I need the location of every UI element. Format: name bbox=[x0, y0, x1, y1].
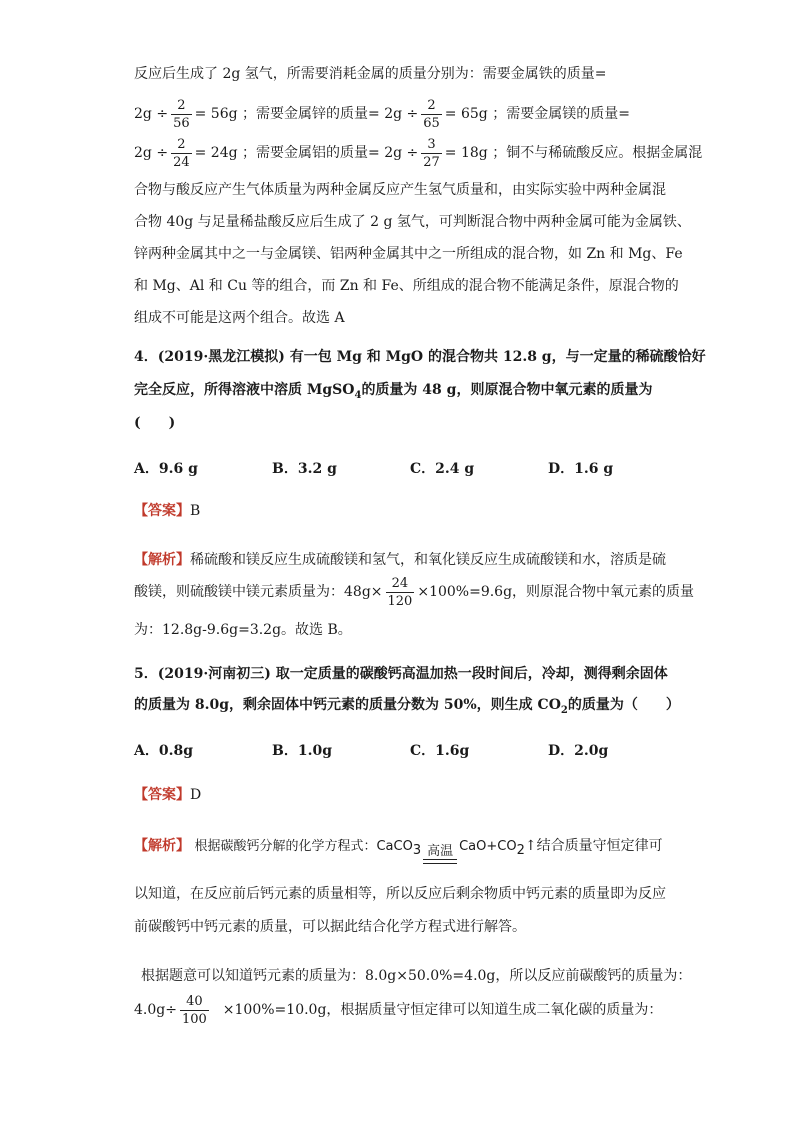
q4-option-d: D．1.6 g bbox=[548, 461, 614, 477]
fraction: $\frac{2}{65}$ bbox=[423, 97, 440, 131]
intro-line-2: 2g ÷ $\frac{2}{56}$ = 56g ；需要金属锌的质量= 2g ÷ $\frac{2}{65}$ = 65g ；需要金属镁的质量= bbox=[134, 97, 630, 131]
intro-line-1: 反应后生成了 2g 氢气，所需要消耗金属的质量分别为：需要金属铁的质量= bbox=[134, 66, 607, 82]
q4-option-a: A．9.6 g bbox=[134, 461, 198, 477]
q5-option-d: D．2.0g bbox=[548, 743, 609, 759]
answer-tag: 【答案】 bbox=[134, 503, 190, 519]
intro-line-6: 锌两种金属其中之一与金属镁、铝两种金属其中之一所组成的混合物，如 Zn 和 Mg、Fe bbox=[134, 246, 683, 262]
q5-analysis-line-5: 4.0g÷ $\frac{40}{100}$ ×100%=10.0g，根据质量守恒定律可以知道生成二氧化碳的质量为： bbox=[134, 993, 663, 1027]
q5-option-c: C．1.6g bbox=[410, 743, 470, 759]
q4-analysis-line-1: 【解析】稀硫酸和镁反应生成硫酸镁和氢气，和氧化镁反应生成硫酸镁和水，溶质是硫 bbox=[134, 552, 666, 568]
q5-analysis-line-2: 以知道，在反应前后钙元素的质量相等，所以反应后剩余物质中钙元素的质量即为反应 bbox=[134, 886, 666, 902]
q4-option-c: C．2.4 g bbox=[410, 461, 475, 477]
fraction: $\frac{24}{120}$ bbox=[387, 575, 413, 609]
q4-stem-line-1: 4．(2019·黑龙江模拟) 有一包 Mg 和 MgO 的混合物共 12.8 g，与一定量的稀硫酸恰好 bbox=[134, 349, 706, 365]
fraction: $\frac{40}{100}$ bbox=[181, 993, 207, 1027]
fraction: $\frac{2}{24}$ bbox=[173, 136, 190, 170]
intro-line-5: 合物 40g 与足量稀盐酸反应后生成了 2 g 氢气，可判断混合物中两种金属可能为金属铁、 bbox=[134, 214, 691, 230]
q5-option-a: A．0.8g bbox=[134, 743, 194, 759]
q5-answer: 【答案】D bbox=[134, 787, 202, 803]
q4-option-b: B．3.2 g bbox=[272, 461, 337, 477]
intro-line-4: 合物与酸反应产生气体质量为两种金属反应产生氢气质量和，由实际实验中两种金属混 bbox=[134, 182, 666, 198]
intro-line-3: 2g ÷ $\frac{2}{24}$ = 24g ；需要金属铝的质量= 2g ÷ $\frac{3}{27}$ = 18g ；铜不与稀硫酸反应。根据金属混 bbox=[134, 136, 703, 170]
q5-stem-line-2: 的质量为 8.0g，剩余固体中钙元素的质量分数为 50%，则生成 $CO_2$的质量为（ ） bbox=[134, 697, 680, 716]
q5-analysis-line-1: 【解析】 根据碳酸钙分解的化学方程式：CaCO$_3$ 高温 $CaO+CO_2↑$结合质量守恒定律可 bbox=[134, 828, 663, 864]
reaction-condition: 高温 bbox=[423, 844, 457, 869]
q5-analysis-line-4: 根据题意可以知道钙元素的质量为：8.0g×50.0%=4.0g，所以反应前碳酸钙的质量为： bbox=[141, 968, 692, 984]
q5-option-b: B．1.0g bbox=[272, 743, 332, 759]
intro-line-7: 和 Mg、Al 和 Cu 等的组合，而 Zn 和 Fe、所组成的混合物不能满足条件，原混合物的 bbox=[134, 278, 679, 294]
q4-blank: ( ) bbox=[134, 415, 176, 431]
q5-stem-line-1: 5．(2019·河南初三) 取一定质量的碳酸钙高温加热一段时间后，冷却，测得剩余固体 bbox=[134, 666, 668, 682]
q4-analysis-line-3: 为：12.8g-9.6g=3.2g。故选 B。 bbox=[134, 622, 352, 638]
analysis-tag: 【解析】 bbox=[134, 838, 190, 854]
q4-stem-line-2: 完全反应，所得溶液中溶质 MgSO$_4$的质量为 48 g，则原混合物中氧元素的质量为 bbox=[134, 382, 653, 401]
q5-analysis-line-3: 前碳酸钙中钙元素的质量，可以据此结合化学方程式进行解答。 bbox=[134, 919, 526, 935]
intro-line-8: 组成不可能是这两个组合。故选 A bbox=[134, 310, 345, 326]
answer-tag: 【答案】 bbox=[134, 787, 190, 803]
fraction: $\frac{3}{27}$ bbox=[423, 136, 440, 170]
fraction: $\frac{2}{56}$ bbox=[173, 97, 190, 131]
q4-answer: 【答案】B bbox=[134, 503, 201, 519]
q4-analysis-line-2: 酸镁，则硫酸镁中镁元素质量为：48g× $\frac{24}{120}$ ×100%=9.6g，则原混合物中氧元素的质量 bbox=[134, 575, 695, 609]
analysis-tag: 【解析】 bbox=[134, 552, 190, 568]
